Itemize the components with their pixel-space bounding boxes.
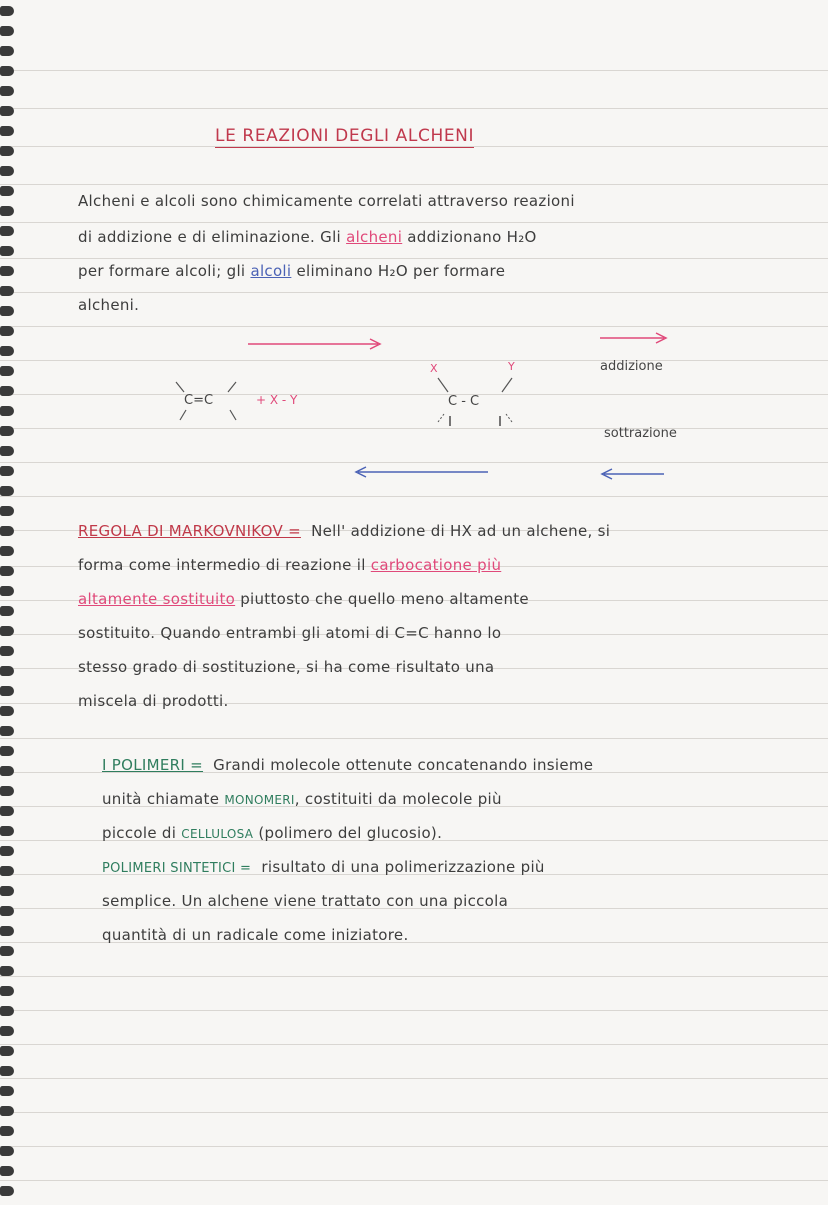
markovnikov-text-4: sostituito. Quando entrambi gli atomi di C=C hanno lo xyxy=(78,624,502,642)
highlight-cellulosa: CELLULOSA xyxy=(181,827,254,841)
reagent-xy: + X - Y xyxy=(256,393,298,407)
highlight-carbocatione: carbocatione più xyxy=(370,556,502,574)
markovnikov-line-2 xyxy=(78,556,501,574)
intro-line-3-post: eliminano H₂O per formare xyxy=(291,262,506,280)
polimeri-text-3-post: (polimero del glucosio). xyxy=(253,824,443,842)
polimeri-text-1: Grandi molecole ottenute concatenando insieme xyxy=(213,756,594,774)
intro-line-4-text: alcheni. xyxy=(78,296,140,314)
polimeri-text-3-pre: piccole di xyxy=(102,824,182,842)
polimeri-line-3 xyxy=(102,824,442,842)
polimeri-text-4: risultato di una polimerizzazione più xyxy=(261,858,545,876)
markovnikov-line-4 xyxy=(78,624,501,642)
polimeri-line-4 xyxy=(102,858,545,876)
polimeri-line-5 xyxy=(102,892,508,910)
polimeri-line-1 xyxy=(102,756,593,774)
highlight-altamente: altamente sostituito xyxy=(78,590,236,608)
markovnikov-line-6 xyxy=(78,692,229,710)
markovnikov-text-2: forma come intermedio di reazione il xyxy=(78,556,371,574)
product-alkane: C - C xyxy=(448,394,480,409)
highlight-alcheni: alcheni xyxy=(346,228,403,246)
page-title: LE REAZIONI DEGLI ALCHENI xyxy=(215,126,475,146)
polimeri-text-5: semplice. Un alchene viene trattato con una piccola xyxy=(102,892,509,910)
markovnikov-text-1: Nell' addizione di HX ad un alchene, si xyxy=(311,522,611,540)
markovnikov-line-5 xyxy=(78,658,494,676)
polimeri-heading: I POLIMERI = xyxy=(102,756,204,774)
markovnikov-text-3: piuttosto che quello meno altamente xyxy=(235,590,529,608)
markovnikov-heading: REGOLA DI MARKOVNIKOV = xyxy=(78,522,301,540)
product-y-label: Y xyxy=(508,360,515,373)
polimeri-line-6 xyxy=(102,926,409,944)
markovnikov-line-3 xyxy=(78,590,529,608)
polimeri-text-2-post: , costituiti da molecole più xyxy=(294,790,502,808)
intro-line-3-pre: per formare alcoli; gli xyxy=(78,262,251,280)
intro-line-2-post: addizionano H₂O xyxy=(402,228,537,246)
markovnikov-text-5: stesso grado di sostituzione, si ha come risultato una xyxy=(78,658,495,676)
forward-label: addizione xyxy=(600,359,663,374)
polimeri-line-2 xyxy=(102,790,502,808)
intro-line-1-text: Alcheni e alcoli sono chimicamente correlati attraverso reazioni xyxy=(78,192,575,210)
markovnikov-line-1 xyxy=(78,522,610,540)
reaction-arrows xyxy=(0,0,828,500)
reverse-label: sottrazione xyxy=(604,426,677,441)
polimeri-text-2-pre: unità chiamate xyxy=(102,790,225,808)
polimeri-sintetici-heading: POLIMERI SINTETICI = xyxy=(102,861,252,876)
highlight-alcoli: alcoli xyxy=(250,262,292,280)
intro-line-2-pre: di addizione e di eliminazione. Gli xyxy=(78,228,347,246)
product-x-label: X xyxy=(430,362,438,375)
markovnikov-text-6: miscela di prodotti. xyxy=(78,692,229,710)
highlight-monomeri: MONOMERI xyxy=(224,793,295,807)
reactant-alkene: C=C xyxy=(184,393,214,408)
polimeri-text-6: quantità di un radicale come iniziatore. xyxy=(102,926,409,944)
